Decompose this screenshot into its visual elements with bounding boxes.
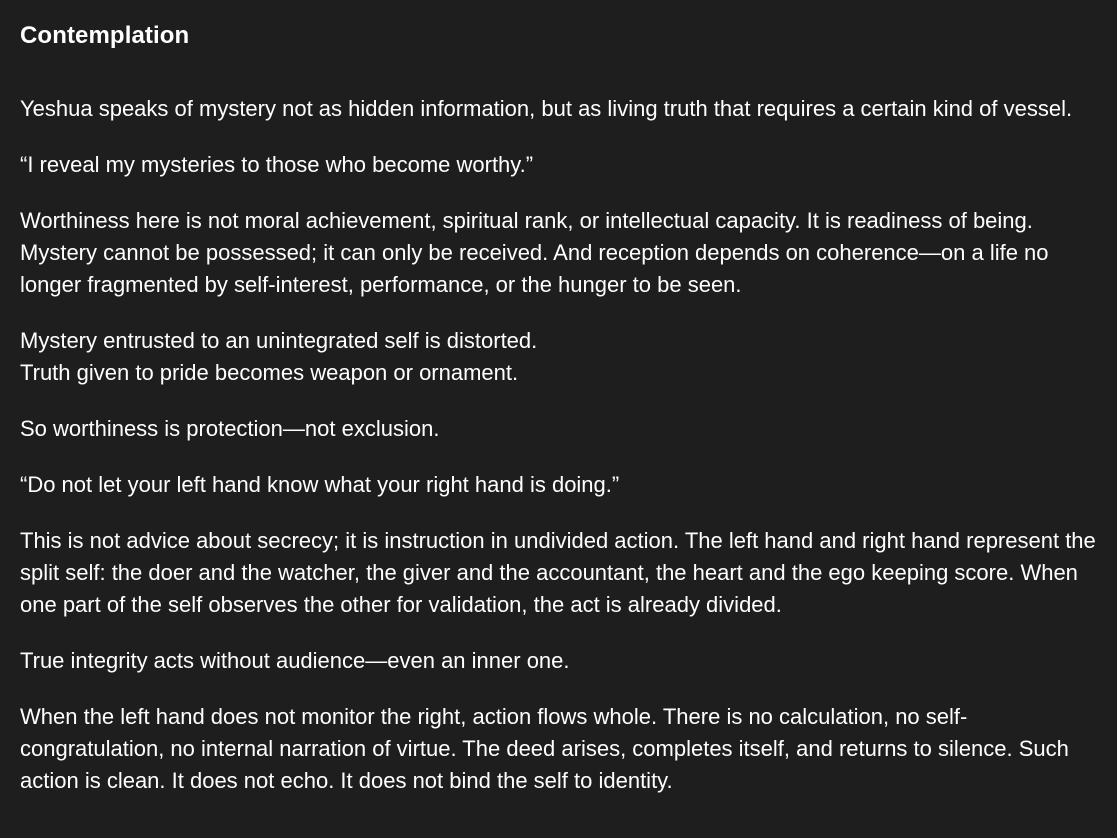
document-body (20, 93, 1097, 797)
paragraph: This is not advice about secrecy; it is instruction in undivided action. The left hand and right hand represent the split self: the doer and the watcher, the giver and the accountant, the heart and the ego keeping score. When one part of the self observes the other for validation, the act is already divided. (20, 528, 1096, 617)
section-heading: Contemplation (20, 22, 190, 49)
paragraph: Yeshua speaks of mystery not as hidden information, but as living truth that requires a certain kind of vessel. (20, 96, 1073, 121)
paragraph: So worthiness is protection—not exclusion. (20, 416, 440, 441)
quote-paragraph: “I reveal my mysteries to those who become worthy.” (20, 152, 534, 177)
quote-paragraph: “Do not let your left hand know what your right hand is doing.” (20, 472, 620, 497)
paragraph: When the left hand does not monitor the right, action flows whole. There is no calculation, no self-congratulation, no internal narration of virtue. The deed arises, completes itself, and returns to silence. Such action is clean. It does not echo. It does not bind the self to identity. (20, 704, 1069, 793)
paragraph: Worthiness here is not moral achievement, spiritual rank, or intellectual capacity. It is readiness of being. Mystery cannot be possessed; it can only be received. And reception depends on coherence—on a life no longer fragmented by self-interest, performance, or the hunger to be seen. (20, 208, 1049, 297)
paragraph: Mystery entrusted to an unintegrated self is distorted. Truth given to pride becomes weapon or ornament. (20, 328, 538, 385)
paragraph: True integrity acts without audience—even an inner one. (20, 648, 570, 673)
